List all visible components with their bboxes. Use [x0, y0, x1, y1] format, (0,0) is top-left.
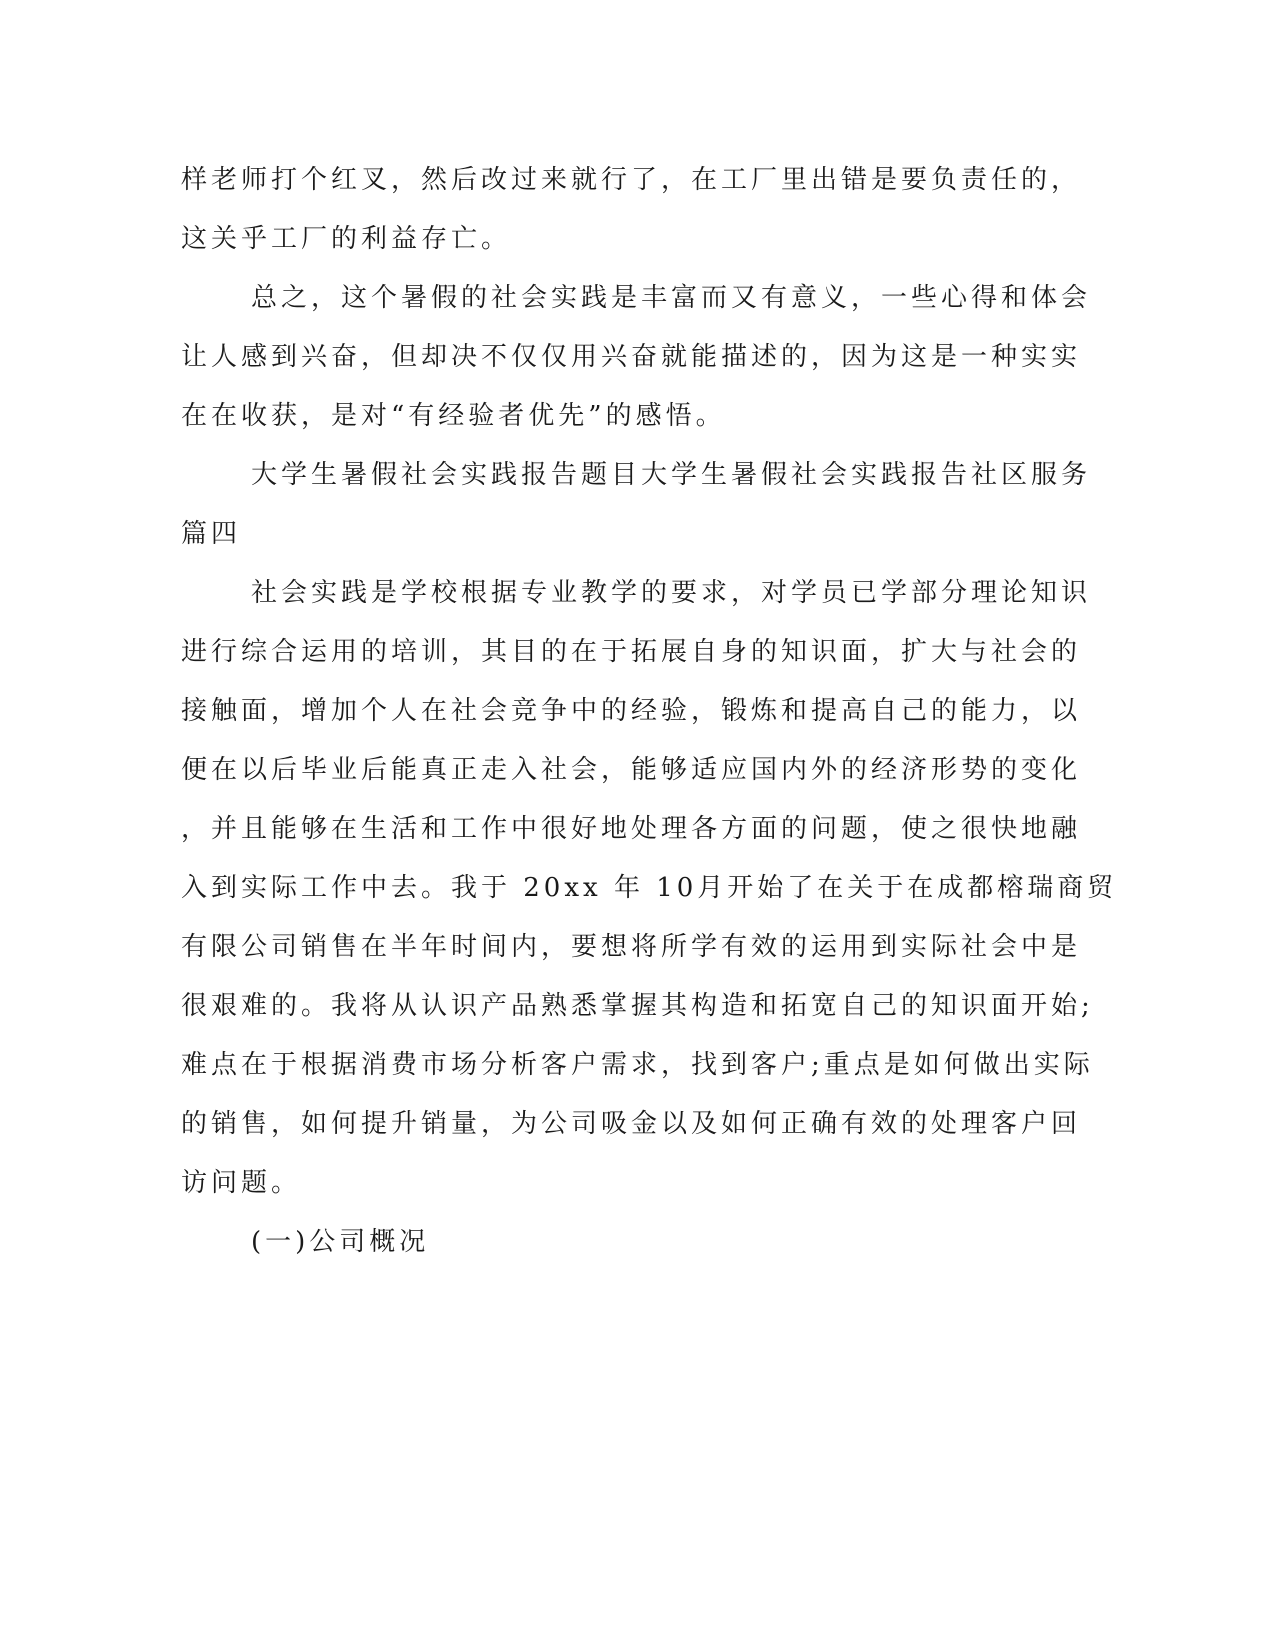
section-heading: 大学生暑假社会实践报告题目大学生暑假社会实践报告社区服务: [251, 460, 1092, 490]
text-line: 访问题。: [181, 1168, 302, 1198]
text-line: 有限公司销售在半年时间内，要想将所学有效的运用到实际社会中是: [181, 932, 1082, 962]
subsection-heading: (一)公司概况: [251, 1227, 430, 1257]
text-line: 样老师打个红叉，然后改过来就行了，在工厂里出错是要负责任的，: [181, 165, 1082, 195]
text-line: 难点在于根据消费市场分析客户需求，找到客户;重点是如何做出实际: [181, 1050, 1094, 1080]
paragraph-first-line: 总之，这个暑假的社会实践是丰富而又有意义，一些心得和体会: [251, 283, 1092, 313]
section-heading-continued: 篇四: [181, 519, 242, 549]
text-line: 便在以后毕业后能真正走入社会，能够适应国内外的经济形势的变化: [181, 755, 1082, 785]
text-line: 的销售，如何提升销量，为公司吸金以及如何正确有效的处理客户回: [181, 1109, 1082, 1139]
text-line: 接触面，增加个人在社会竞争中的经验，锻炼和提高自己的能力，以: [181, 696, 1082, 726]
text-line: 进行综合运用的培训，其目的在于拓展自身的知识面，扩大与社会的: [181, 637, 1082, 667]
paragraph-first-line: 社会实践是学校根据专业教学的要求，对学员已学部分理论知识: [251, 578, 1092, 608]
text-line: 这关乎工厂的利益存亡。: [181, 224, 512, 254]
text-line: 让人感到兴奋，但却决不仅仅用兴奋就能描述的，因为这是一种实实: [181, 342, 1082, 372]
text-line: 入到实际工作中去。我于 20xx 年 10月开始了在关于在成都榕瑞商贸: [181, 873, 1118, 903]
text-line: ，并且能够在生活和工作中很好地处理各方面的问题，使之很快地融: [181, 814, 1082, 844]
text-line: 在在收获，是对“有经验者优先”的感悟。: [181, 401, 726, 431]
text-line: 很艰难的。我将从认识产品熟悉掌握其构造和拓宽自己的知识面开始;: [181, 991, 1094, 1021]
